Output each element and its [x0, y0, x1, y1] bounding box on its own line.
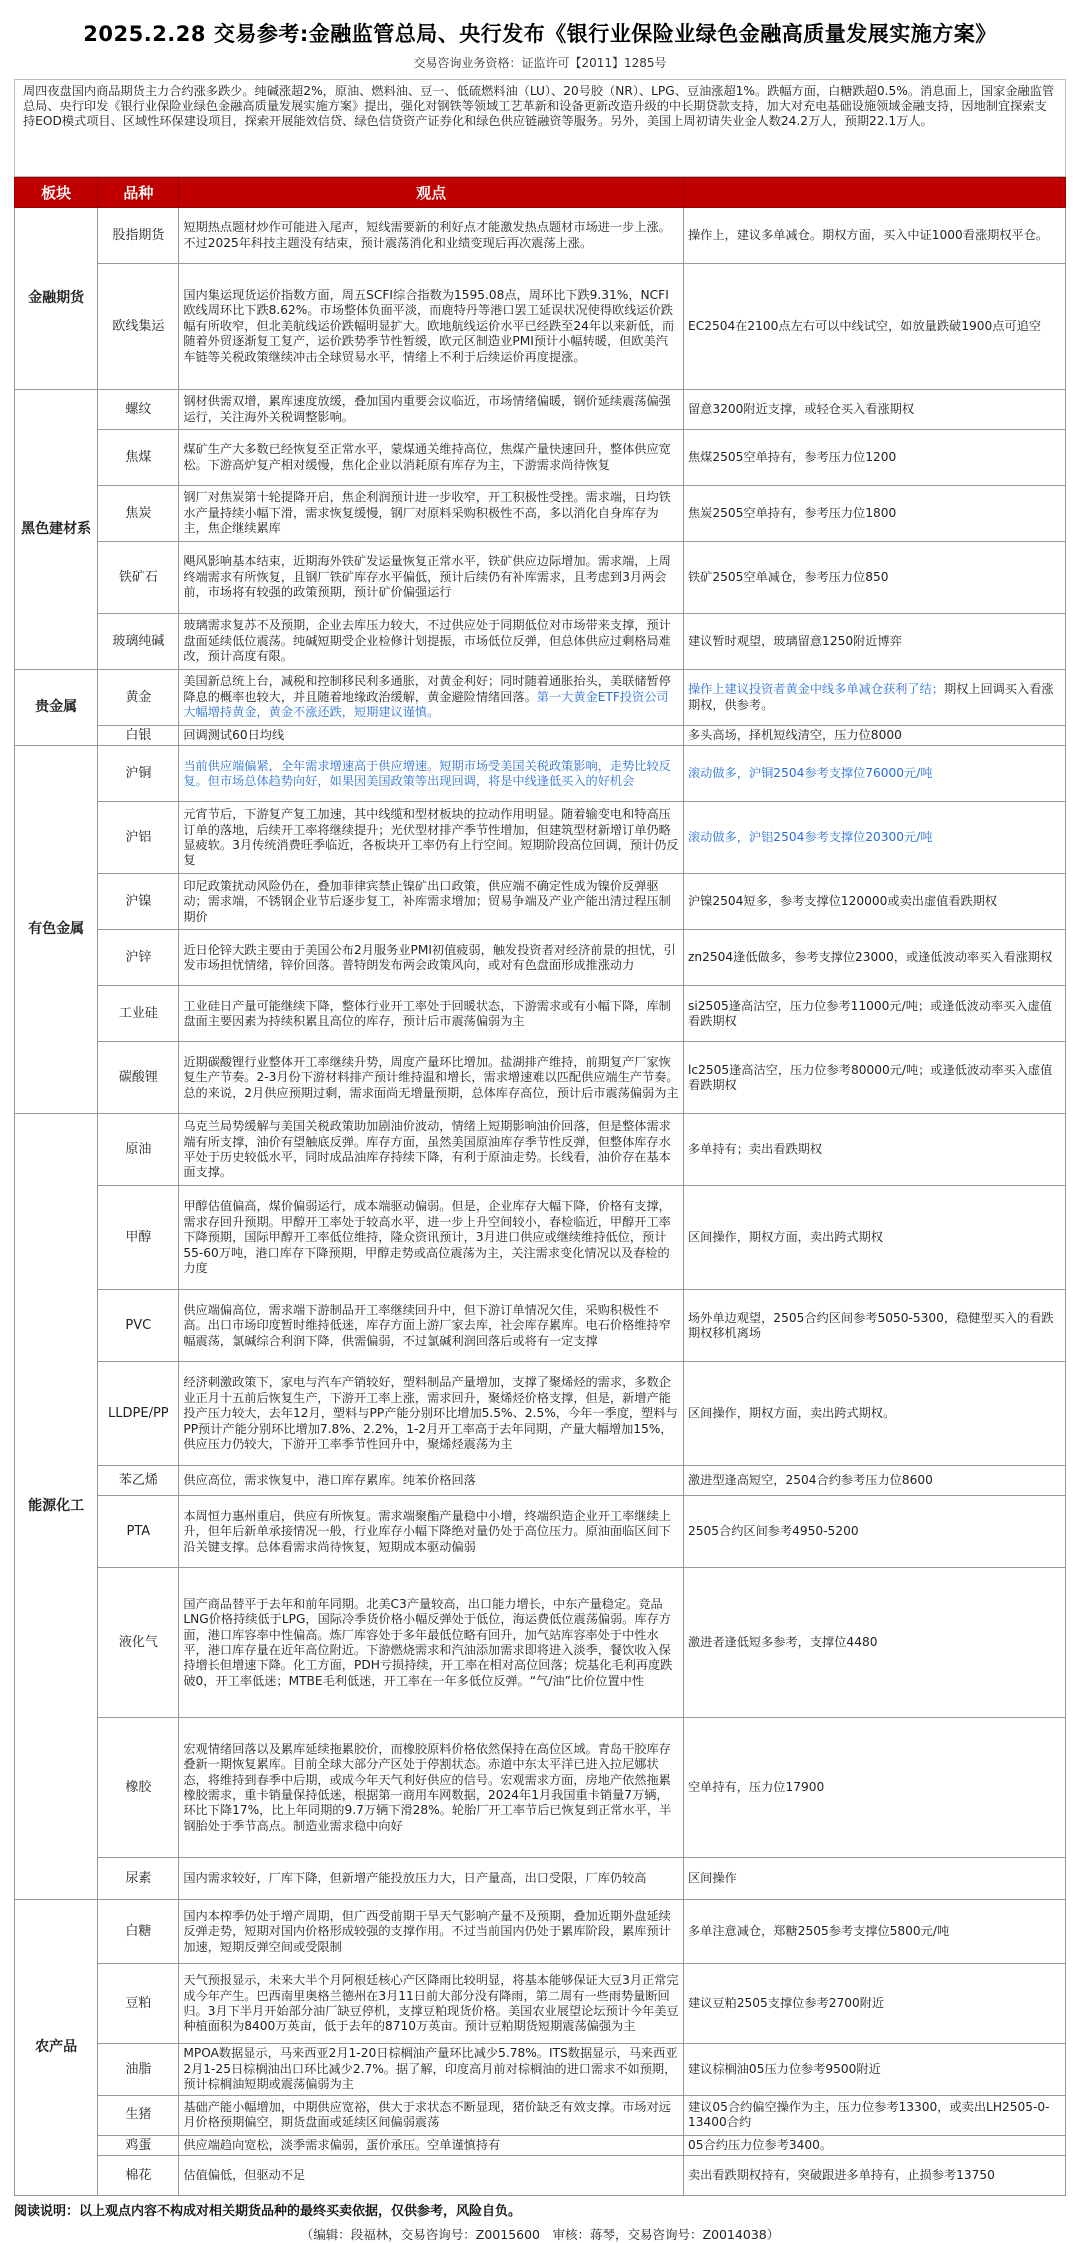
- view-cell: 国内本榨季仍处于增产周期，但广西受前期干旱天气影响产量不及预期，叠加近期外盘延续反弹走势，短期对国内价格形成较强的支撑作用。不过当前国内仍处于累库阶段，累库预计加速，短期反弹空间或受限制: [179, 1900, 684, 1964]
- strategy-cell: 建议豆粕2505支撑位参考2700附近: [684, 1964, 1066, 2044]
- strategy-cell: EC2504在2100点左右可以中线试空，如放量跌破1900点可追空: [684, 264, 1066, 390]
- product-cell: 螺纹: [98, 390, 179, 430]
- strategy-cell: 区间操作: [684, 1858, 1066, 1900]
- strategy-cell: 建议棕榈油05压力位参考9500附近: [684, 2044, 1066, 2095]
- product-cell: 沪锌: [98, 930, 179, 986]
- strategy-cell: 区间操作，期权方面，卖出跨式期权。: [684, 1362, 1066, 1466]
- view-cell: 近日伦锌大跌主要由于美国公布2月服务业PMI初值疲弱，触发投资者对经济前景的担忧，引发市场担忧情绪，锌价回落。普特朗发布两会政策风向，或对有色盘面形成推涨动力: [179, 930, 684, 986]
- view-highlight-text: 第一大黄金ETF投资公司大幅增持黄金，黄金不涨还跌，短期建议谨慎。: [183, 689, 669, 720]
- table-row: [15, 1290, 1066, 1362]
- license-info: 交易咨询业务资格：证监许可【2011】1285号: [413, 56, 667, 70]
- table-row: [15, 930, 1066, 986]
- table-row: [15, 1496, 1066, 1568]
- report-title: 2025.2.28 交易参考:金融监管总局、央行发布《银行业保险业绿色金融高质量发展实施方案》: [83, 22, 997, 46]
- sector-cell: 农产品: [15, 1900, 98, 2196]
- strategy-text: 期权上回调买入看涨期权，供参考。: [688, 682, 1054, 712]
- strategy-cell: 多头高场，择机短线清空，压力位8000: [684, 726, 1066, 746]
- view-cell: 国产商品替平于去年和前年同期。北美C3产量较高，出口能力增长，中东产量稳定。竞品LNG价格持续低于LPG，国际冷季货价格小幅反弹处于低位，海运费低位震荡偏弱。库存方面，港口库容率中性偏高。炼厂库容处于多年最低位略有回升，加气站库容率处于中性水平，港口库存量在近年高位附近。下游燃烧需求和汽油添加需求即将进入淡季，餐饮收入保持增长但增速下降。化工方面，PDH亏损持续，开工率在相对高位回落；烷基化毛利再度跌破0，开工率低迷；MTBE毛利低迷，开工率在一年多低位反弹。“气/油”比价位置中性: [179, 1568, 684, 1718]
- sector-cell: 有色金属: [15, 746, 98, 1114]
- strategy-cell: 焦煤2505空单持有，参考压力位1200: [684, 430, 1066, 486]
- strategy-cell: 激进型逢高短空，2504合约参考压力位8600: [684, 1466, 1066, 1496]
- table-row: [15, 1568, 1066, 1718]
- strategy-cell: 滚动做多，沪铜2504参考支撑位76000元/吨: [684, 746, 1066, 802]
- table-row: [15, 486, 1066, 542]
- strategy-cell: 建议暂时观望，玻璃留意1250附近博弈: [684, 614, 1066, 670]
- header-view: 观点: [179, 178, 684, 208]
- view-cell: 本周恒力惠州重启，供应有所恢复。需求端聚酯产量稳中小增，终端织造企业开工率继续上升，但年后新单承接情况一般，行业库存小幅下降绝对量仍处于高位压力。原油面临区间下沿关键支撑。总体看需求尚待恢复，短期成本驱动偏弱: [179, 1496, 684, 1568]
- product-cell: 玻璃纯碱: [98, 614, 179, 670]
- report-header: [0, 0, 1080, 71]
- view-cell: 经济刺激政策下，家电与汽车产销较好，塑料制品产量增加，支撑了聚烯烃的需求，多数企业正月十五前后恢复生产，下游开工率上涨，需求回升，聚烯烃价格支撑，但是，新增产能投产压力较大，去年12月，塑料与PP产能分别环比增加5.5%、2.5%，今年一季度，塑料与PP预计产能分别环比增加7.8%、2.2%，1-2月开工率高于去年同期，产量大幅增加15%，供应压力仍较大，下游开工率季节性回升中，聚烯烃震荡为主: [179, 1362, 684, 1466]
- view-cell: 煤矿生产大多数已经恢复至正常水平，蒙煤通关维持高位，焦煤产量快速回升，整体供应宽松。下游高炉复产相对缓慢，焦化企业以消耗原有库存为主，下游需求尚待恢复: [179, 430, 684, 486]
- view-cell: 玻璃需求复苏不及预期，企业去库压力较大，不过供应处于同期低位对市场带来支撑，预计盘面延续低位震荡。纯碱短期受企业检修计划提振，市场低位反弹，但总体供应过剩格局难改，预计高度有限。: [179, 614, 684, 670]
- view-cell: 供应端偏高位，需求端下游制品开工率继续回升中，但下游订单情况欠佳，采购积极性不高。出口市场印度暂时维持低迷，库存方面上游厂家去库，社会库存累库。电石价格维持窄幅震荡，氯碱综合利润下降，供需偏弱，不过氯碱利润回落后或将有一定支撑: [179, 1290, 684, 1362]
- view-text: 美国新总统上台，减税和控制移民利多通胀，对黄金利好；同时随着通胀抬头，美联储暂停降息的概率也较大，并且随着地缘政治缓解，黄金避险情绪回落。: [183, 674, 671, 704]
- table-row: [15, 1900, 1066, 1964]
- table-row: [15, 874, 1066, 930]
- product-cell: PTA: [98, 1496, 179, 1568]
- product-cell: 橡胶: [98, 1718, 179, 1858]
- view-cell: 估值偏低，但驱动不足: [179, 2156, 684, 2196]
- strategy-cell: 卖出看跌期权持有，突破跟进多单持有，止损参考13750: [684, 2156, 1066, 2196]
- product-cell: 碳酸锂: [98, 1042, 179, 1114]
- sector-cell: 贵金属: [15, 670, 98, 746]
- header-sector: 板块: [15, 178, 98, 208]
- table-row: [15, 2156, 1066, 2196]
- view-cell: 宏观情绪回落以及累库延续拖累胶价，而橡胶原料价格依然保持在高位区域。青岛干胶库存叠新一期恢复累库。目前全球大部分产区处于停割状态。赤道中东太平洋已进入拉尼娜状态，将维持到春季中后期，或成今年天气利好供应的信号。宏观需求方面，房地产依然拖累橡胶需求，重卡销量保持低迷，根据第一商用车网数据，2024年1月我国重卡销量7万辆，环比下降17%，比上年同期的9.7万辆下滑28%。轮胎厂开工率节后已恢复到正常水平，半钢胎处于季节高点。制造业需求稳中向好: [179, 1718, 684, 1858]
- strategy-cell: 留意3200附近支撑，或轻仓买入看涨期权: [684, 390, 1066, 430]
- strategy-cell: 沪镍2504短多，参考支撑位120000或卖出虚值看跌期权: [684, 874, 1066, 930]
- view-cell: 当前供应端偏紧，全年需求增速高于供应增速。短期市场受美国关税政策影响，走势比较反复。但市场总体趋势向好，如果因美国政策等出现回调，将是中线逢低买入的好机会: [179, 746, 684, 802]
- sector-cell: 金融期货: [15, 208, 98, 390]
- view-cell: 钢材供需双增，累库速度放缓，叠加国内重要会议临近，市场情绪偏暖，钢价延续震荡偏强运行，关注海外关税调整影响。: [179, 390, 684, 430]
- strategy-cell: 滚动做多，沪铝2504参考支撑位20300元/吨: [684, 802, 1066, 874]
- table-header-row: [15, 178, 1066, 208]
- table-row: [15, 614, 1066, 670]
- product-cell: 股指期货: [98, 208, 179, 264]
- table-row: [15, 1466, 1066, 1496]
- strategy-cell: 多单注意减仓，郑糖2505参考支撑位5800元/吨: [684, 1900, 1066, 1964]
- strategy-cell: 空单持有，压力位17900: [684, 1718, 1066, 1858]
- product-cell: 生猪: [98, 2095, 179, 2135]
- sector-cell: 黑色建材系: [15, 390, 98, 670]
- strategy-cell: [684, 670, 1066, 726]
- table-row: [15, 802, 1066, 874]
- header-product: 品种: [98, 178, 179, 208]
- view-cell: [179, 670, 684, 726]
- strategy-cell: 建议05合约偏空操作为主，压力位参考13300，或卖出LH2505-0-13400合约: [684, 2095, 1066, 2135]
- strategy-cell: 操作上，建议多单减仓。期权方面，买入中证1000看涨期权平仓。: [684, 208, 1066, 264]
- view-cell: 天气预报显示，未来大半个月阿根廷核心产区降雨比较明显，将基本能够保证大豆3月正常完成今年产生。巴西南里奥格兰德州在3月11日前大部分没有降雨，第二周有一些雨势量断回归。3月下半月开始部分油厂缺豆停机，支撑豆粕现货价格。美国农业展望论坛预计今年美豆种植面积为8400万英亩，低于去年的8710万英亩。预计豆粕期货短期震荡偏强为主: [179, 1964, 684, 2044]
- product-cell: 白银: [98, 726, 179, 746]
- product-cell: 原油: [98, 1114, 179, 1186]
- product-cell: 工业硅: [98, 986, 179, 1042]
- table-row: [15, 390, 1066, 430]
- table-row: [15, 1362, 1066, 1466]
- product-cell: 鸡蛋: [98, 2135, 179, 2155]
- product-cell: LLDPE/PP: [98, 1362, 179, 1466]
- table-row: [15, 264, 1066, 390]
- product-cell: 豆粕: [98, 1964, 179, 2044]
- product-cell: 欧线集运: [98, 264, 179, 390]
- strategy-cell: 区间操作，期权方面，卖出跨式期权: [684, 1186, 1066, 1290]
- editor-info: （编辑：段福林，交易咨询号：Z0015600 审核：蒋琴，交易咨询号：Z0014038）: [300, 2227, 780, 2243]
- table-row: [15, 726, 1066, 746]
- strategy-cell: zn2504逢低做多，参考支撑位23000，或逢低波动率买入看涨期权: [684, 930, 1066, 986]
- product-cell: 液化气: [98, 1568, 179, 1718]
- table-row: [15, 2095, 1066, 2135]
- table-row: [15, 1114, 1066, 1186]
- table-row: [15, 208, 1066, 264]
- table-row: [15, 2044, 1066, 2095]
- sector-cell: 能源化工: [15, 1114, 98, 1900]
- product-cell: 铁矿石: [98, 542, 179, 614]
- product-cell: 焦煤: [98, 430, 179, 486]
- table-row: [15, 1718, 1066, 1858]
- table-row: [15, 430, 1066, 486]
- view-cell: 印尼政策扰动风险仍在，叠加菲律宾禁止镍矿出口政策，供应端不确定性成为镍价反弹驱动；需求端，不锈钢企业节后逐步复工，补库需求增加；贸易争端及产业产能出清过程压制期价: [179, 874, 684, 930]
- strategy-cell: 05合约压力位参考3400。: [684, 2135, 1066, 2155]
- view-cell: 工业硅日产量可能继续下降，整体行业开工率处于回暖状态，下游需求或有小幅下降，库制盘面主要因素为持续积累且高位的库存，预计后市震荡偏弱为主: [179, 986, 684, 1042]
- table-row: [15, 542, 1066, 614]
- strategy-cell: 铁矿2505空单减仓，参考压力位850: [684, 542, 1066, 614]
- product-cell: 油脂: [98, 2044, 179, 2095]
- view-cell: 甲醇估值偏高，煤价偏弱运行，成本端驱动偏弱。但是，企业库存大幅下降，价格有支撑，需求存回升预期。甲醇开工率处于较高水平，进一步上升空间较小，春检临近，甲醇开工率下降预期，国际甲醇开工率低位维持，隆众资讯预计，3月进口供应或继续维持低位，预计55-60万吨，港口库存下降预期，甲醇走势或高位震荡为主，关注需求变化情况以及春检的力度: [179, 1186, 684, 1290]
- table-row: [15, 2135, 1066, 2155]
- table-row: [15, 1964, 1066, 2044]
- view-cell: 供应高位，需求恢复中，港口库存累库。纯苯价格回落: [179, 1466, 684, 1496]
- product-cell: 沪铝: [98, 802, 179, 874]
- product-cell: PVC: [98, 1290, 179, 1362]
- product-cell: 沪镍: [98, 874, 179, 930]
- product-cell: 沪铜: [98, 746, 179, 802]
- header-strategy: [684, 178, 1066, 208]
- strategy-cell: 多单持有；卖出看跌期权: [684, 1114, 1066, 1186]
- product-cell: 尿素: [98, 1858, 179, 1900]
- strategy-cell: 焦炭2505空单持有，参考压力位1800: [684, 486, 1066, 542]
- view-cell: 短期热点题材炒作可能进入尾声，短线需要新的利好点才能激发热点题材市场进一步上涨。不过2025年科技主题没有结束，预计震荡消化和业绩变现后再次震荡上涨。: [179, 208, 684, 264]
- view-cell: 钢厂对焦炭第十轮提降开启，焦企利润预计进一步收窄，开工积极性受挫。需求端，日均铁水产量持续小幅下滑，需求恢复缓慢，钢厂对原料采购积极性不高，多以消化自身库存为主，焦企继续累库: [179, 486, 684, 542]
- table-row: [15, 670, 1066, 726]
- view-cell: 飓风影响基本结束，近期海外铁矿发运量恢复正常水平，铁矿供应边际增加。需求端，上周终端需求有所恢复，且钢厂铁矿库存水平偏低，预计后续仍有补库需求，且考虑到3月两会前，市场将有较强的政策预期，预计矿价偏强运行: [179, 542, 684, 614]
- table-row: [15, 1042, 1066, 1114]
- view-cell: 国内需求较好，厂库下降，但新增产能投放压力大，日产量高，出口受限，厂库仍较高: [179, 1858, 684, 1900]
- disclaimer: 阅读说明：以上观点内容不构成对相关期货品种的最终买卖依据，仅供参考，风险自负。: [14, 2204, 522, 2220]
- product-cell: 白糖: [98, 1900, 179, 1964]
- strategy-cell: 激进者逢低短多参考，支撑位4480: [684, 1568, 1066, 1718]
- view-cell: 供应端趋向宽松，淡季需求偏弱，蛋价承压。空单谨慎持有: [179, 2135, 684, 2155]
- views-table: [14, 177, 1066, 2196]
- strategy-cell: si2505逢高沽空，压力位参考11000元/吨；或逢低波动率买入虚值看跌期权: [684, 986, 1066, 1042]
- strategy-cell: 2505合约区间参考4950-5200: [684, 1496, 1066, 1568]
- table-row: [15, 1186, 1066, 1290]
- product-cell: 苯乙烯: [98, 1466, 179, 1496]
- table-row: [15, 746, 1066, 802]
- view-cell: 乌克兰局势缓解与美国关税政策助加剧油价波动，情绪上短期影响油价回落，但是整体需求端有所支撑，油价有望触底反弹。库存方面，虽然美国原油库存季节性反弹，但整体库存水平处于历史较低水平，同时成品油库存持续下降，有利于原油走势。长线看，油价存在基本面支撑。: [179, 1114, 684, 1186]
- product-cell: 棉花: [98, 2156, 179, 2196]
- view-cell: MPOA数据显示，马来西亚2月1-20日棕榈油产量环比减少5.78%。ITS数据显示，马来西亚2月1-25日棕榈油出口环比减少2.7%。据了解，印度高月前对棕榈油的进口需求不如预期，预计棕榈油短期或震荡偏弱为主: [179, 2044, 684, 2095]
- strategy-highlight-text: 操作上建议投资者黄金中线多单减仓获利了结；: [688, 682, 944, 697]
- product-cell: 黄金: [98, 670, 179, 726]
- product-cell: 焦炭: [98, 486, 179, 542]
- table-row: [15, 986, 1066, 1042]
- product-cell: 甲醇: [98, 1186, 179, 1290]
- intro-summary: 周四夜盘国内商品期货主力合约涨多跌少。纯碱涨超2%，原油、燃料油、豆一、低硫燃料油（LU）、20号胶（NR）、LPG、豆油涨超1%。跌幅方面，白糖跌超0.5%。消息面上，国家金融监管总局、央行印发《银行业保险业绿色金融高质量发展实施方案》提出，强化对钢铁等领域工艺革新和设备更新改造升级的中长期贷款支持，加大对充电基础设施领域金融支持，因地制宜探索支持EOD模式项目、区域性环保建设项目，探索开展能效信贷、绿色信贷资产证券化和绿色供应链融资等服务。另外，美国上周初请失业金人数24.2万人，预期22.1万人。: [14, 79, 1066, 177]
- view-cell: 近期碳酸锂行业整体开工率继续升势，周度产量环比增加。盐湖排产维持，前期复产厂家恢复生产节奏。2-3月份下游材料排产预计维持温和增长，需求增速难以匹配供应端生产节奏。总的来说，2月供应预期过剩，需求面尚无增量预期，总体库存高位，预计后市震荡偏弱为主: [179, 1042, 684, 1114]
- view-cell: 国内集运现货运价指数方面，周五SCFI综合指数为1595.08点，周环比下跌9.31%，NCFI欧线周环比下跌8.62%。市场整体负面平淡，而鹿特丹等港口罢工延误状况使得欧线运价跌幅有所收窄，但北美航线运价跌幅明显扩大。欧地航线运价水平已经跌至24年以来新低，而随着外贸逐渐复工复产，运价跌势季节性暂缓，欧元区制造业PMI预计小幅转暖，但欧美汽车链等关税政策继续冲击全球贸易水平，情绪上不利于后续运价再度提涨。: [179, 264, 684, 390]
- strategy-cell: lc2505逢高沽空，压力位参考80000元/吨；或逢低波动率买入虚值看跌期权: [684, 1042, 1066, 1114]
- view-cell: 回调测试60日均线: [179, 726, 684, 746]
- view-cell: 基础产能小幅增加，中期供应宽裕，供大于求状态不断显现，猪价缺乏有效支撑。市场对远月价格预期偏空，期货盘面或延续区间偏弱震荡: [179, 2095, 684, 2135]
- table-row: [15, 1858, 1066, 1900]
- strategy-cell: 场外单边观望，2505合约区间参考5050-5300，稳健型买入的看跌期权移机离场: [684, 1290, 1066, 1362]
- view-cell: 元宵节后，下游复产复工加速，其中线缆和型材板块的拉动作用明显。随着输变电和特高压订单的落地，后续开工率将继续提升；光伏型材排产季节性增加，但建筑型材新增订单仍略显疲软。3月传统消费旺季临近，各板块开工率仍有上行空间。短期阶段高位回调，预计仍反复: [179, 802, 684, 874]
